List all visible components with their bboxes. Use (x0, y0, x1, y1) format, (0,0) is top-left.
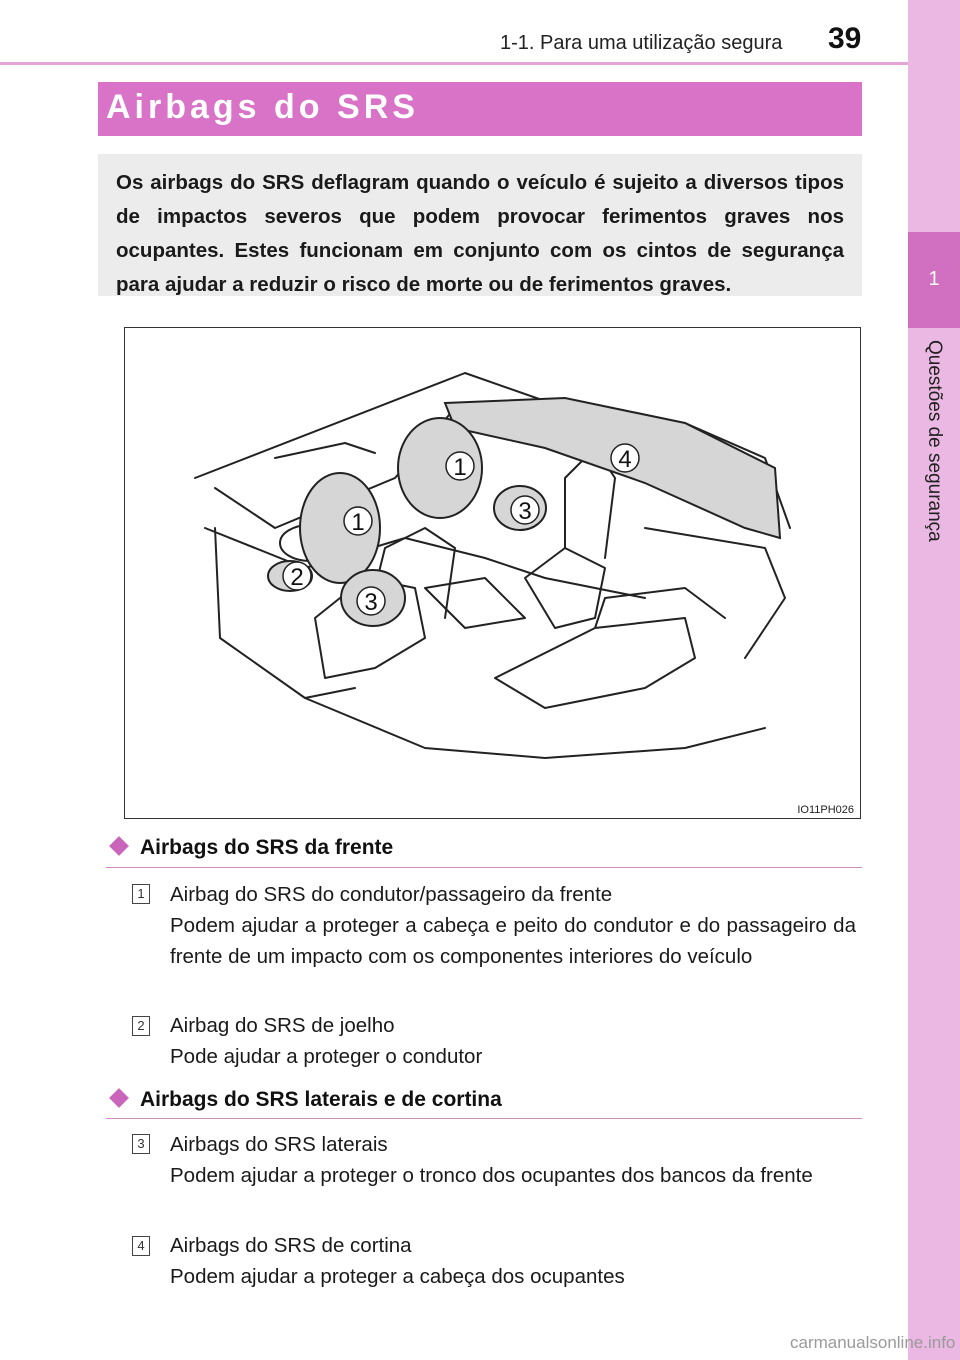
item-number-badge: 4 (132, 1236, 150, 1256)
intro-text: Os airbags do SRS deflagram quando o veículo é sujeito a diversos tipos de impactos severos que podem provocar ferimentos graves nos ocupantes. Estes funcionam em conjunto com os cintos de segurança para ajudar a reduzir o risco de morte ou de ferimentos graves. (116, 171, 844, 296)
item-title: Airbags do SRS de cortina (170, 1234, 412, 1257)
callout-3a: 3 (518, 498, 532, 525)
figure-code: IO11PH026 (797, 804, 854, 816)
floor (305, 698, 765, 758)
section-rule (106, 867, 862, 868)
page-number: 39 (828, 22, 862, 55)
list-item (170, 879, 856, 972)
chapter-side-tab (908, 0, 960, 1360)
car-interior-drawing (125, 328, 862, 820)
diamond-bullet-icon (109, 836, 129, 856)
airbag-illustration (124, 327, 861, 819)
list-item (170, 1230, 856, 1292)
item-title: Airbag do SRS de joelho (170, 1014, 395, 1037)
item-description: Podem ajudar a proteger a cabeça dos ocupantes (170, 1265, 625, 1288)
section-heading-side (106, 1088, 502, 1112)
callout-1a: 1 (453, 454, 467, 481)
list-item (170, 1010, 856, 1072)
item-number-badge: 2 (132, 1016, 150, 1036)
section-path: 1-1. Para uma utilização segura (500, 32, 783, 54)
rear-door (645, 528, 785, 658)
callout-4: 4 (618, 446, 632, 473)
list-item (170, 1129, 856, 1191)
section-heading-text: Airbags do SRS da frente (140, 836, 394, 859)
diamond-bullet-icon (109, 1088, 129, 1108)
item-description: Podem ajudar a proteger a cabeça e peito do condutor e do passageiro da frente de um impacto com os componentes interiores do veículo (170, 914, 856, 968)
rear-seat-back (595, 588, 725, 628)
callout-1b: 1 (351, 509, 365, 536)
item-title: Airbag do SRS do condutor/passageiro da frente (170, 883, 613, 906)
watermark[interactable]: carmanualsonline.info (790, 1333, 956, 1352)
page-title: Airbags do SRS (106, 88, 419, 126)
section-heading-front (106, 836, 393, 860)
item-number-badge: 3 (132, 1134, 150, 1154)
center-console (425, 578, 525, 628)
rear-seat (495, 618, 695, 708)
chapter-number: 1 (928, 268, 940, 290)
item-description: Podem ajudar a proteger o tronco dos ocupantes dos bancos da frente (170, 1164, 813, 1187)
callout-3b: 3 (364, 589, 378, 616)
header-rule (0, 62, 908, 65)
section-heading-text: Airbags do SRS laterais e de cortina (140, 1088, 502, 1111)
section-rule (106, 1118, 862, 1119)
chapter-title: Questões de segurança (924, 340, 945, 542)
item-title: Airbags do SRS laterais (170, 1133, 388, 1156)
item-description: Pode ajudar a proteger o condutor (170, 1045, 483, 1068)
callout-2: 2 (290, 564, 304, 591)
item-number-badge: 1 (132, 884, 150, 904)
